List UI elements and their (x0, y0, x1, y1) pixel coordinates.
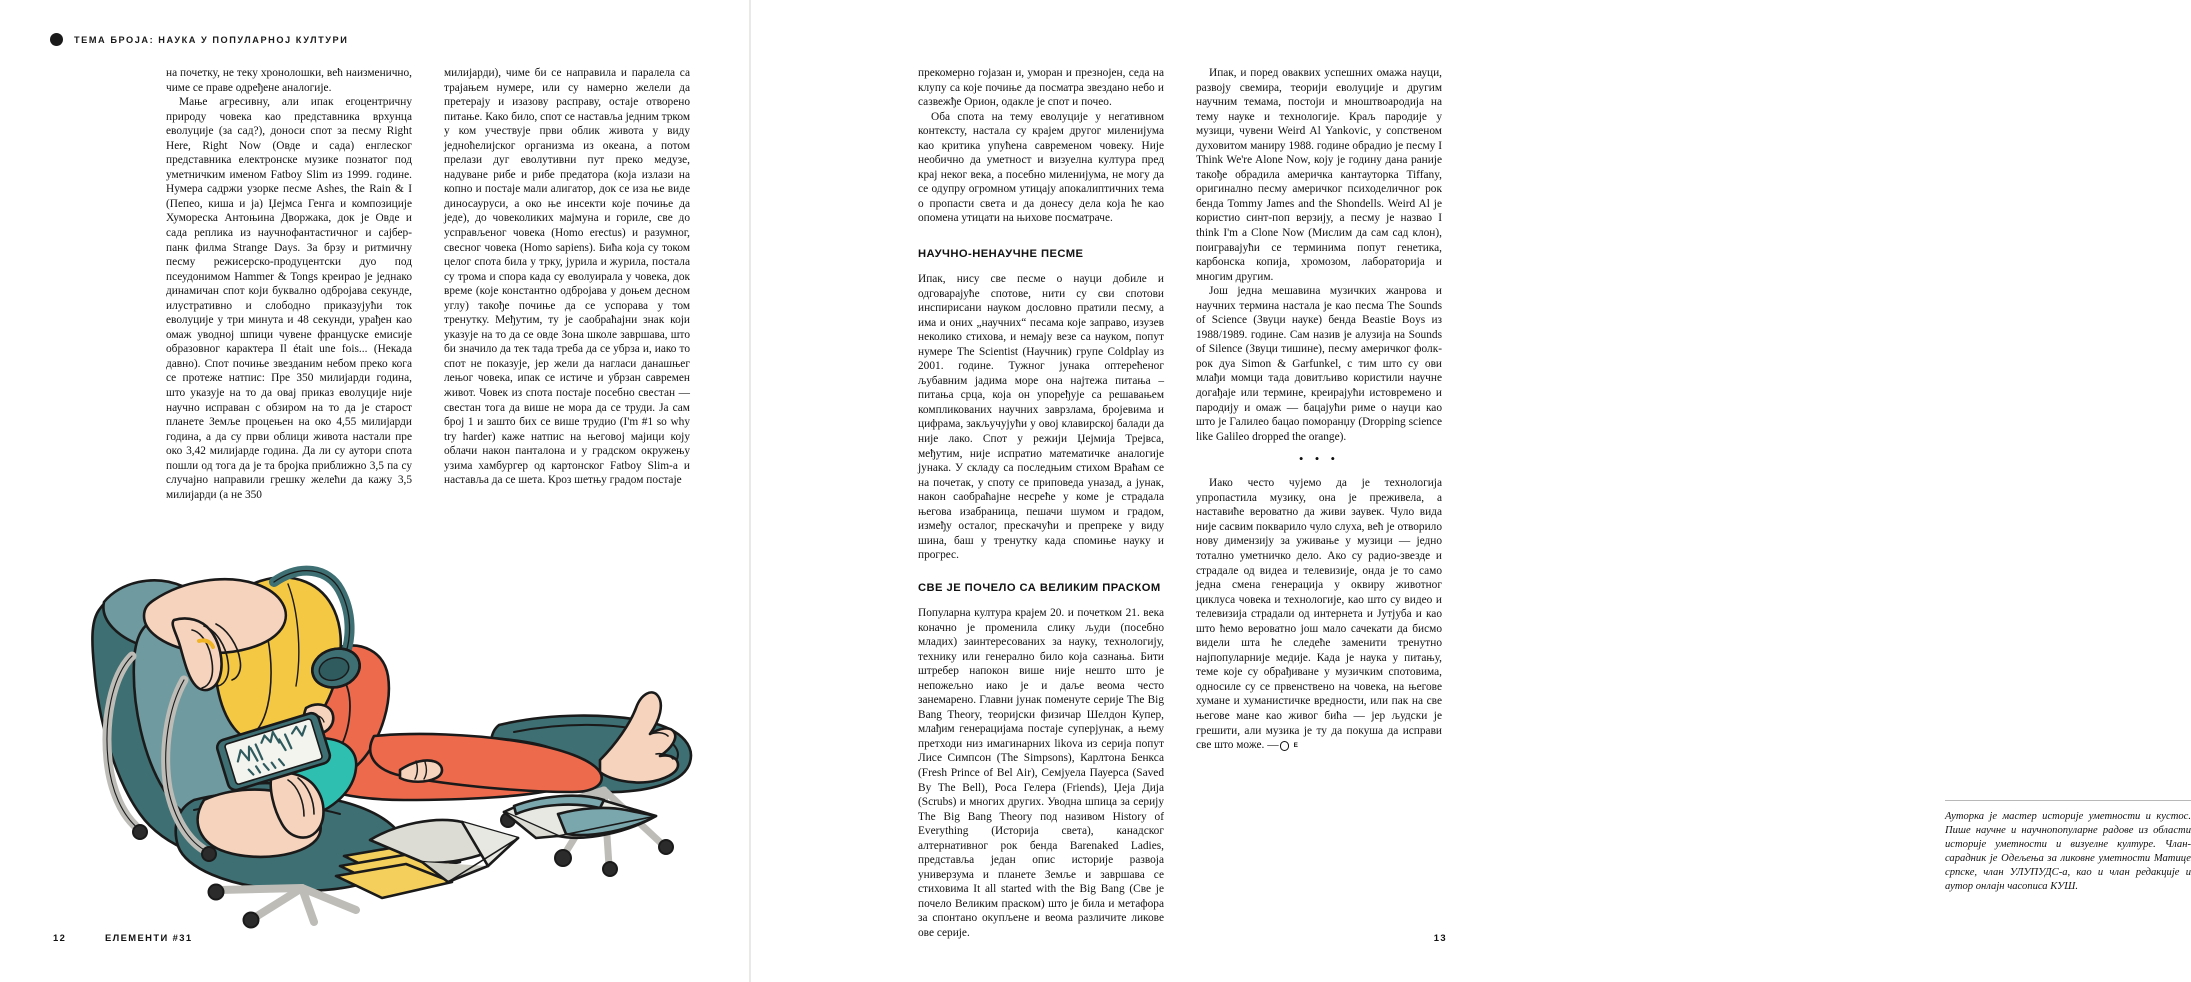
paragraph: Још једна мешавина музичких жанрова и научних термина настала је као песма The Sounds of Science (Звуци науке) бенда Beastie Boys из 1988/1989. године. Сам назив је алузија на Sounds of Silence (Звуци тишине), песму америчког фолк-рок дуа Simon & Garfunkel, с тим што су ови млађи момци тада довитљиво користили научне догађаје или термине, креирајући истовремено и пародију и омаж — бацајући риме о науци као што је Галилео бацао поморанџу (Dropping science like Galileo dropped the orange). (1196, 285, 1442, 443)
running-head (50, 33, 348, 46)
paragraph: Оба спота на тему еволуције у негативном контексту, настала су крајем другог миленијума као критика упућена савременом човеку. Није необично да уметност и визуелна култура пред крај неког века, а посебно миленијума, не могу да се одупру огромном утицају апокалиптичних тема о пропасти света и да донесу дела која ће као опомена утицати на њихове посматраче. (918, 110, 1164, 225)
author-bio-text: Ауторка је мастер историје уметности и кустос. Пише научне и научнопопуларне радове из области историје уметности и визуелне културе. Члан-сарадник је Одељења за ликовне уметности Матице српске, члан УЛУПУДС-а, као и члан редакције и аутор онлајн часописа КУШ. (1945, 811, 2191, 893)
left-column-2 (444, 66, 690, 502)
section-heading-naucno-nenaucne-pesme: НАУЧНО-НЕНАУЧНЕ ПЕСМЕ (918, 248, 1084, 261)
paragraph: Мање агресивну, али ипак егоцентричну природу човека као представника врхунца еволуције (за сад?), доноси спот за песму Right Here, Right Now (Овде и сада) енглеског представника електронске музике познатог под уметничким именом Fatboy Slim из 1999. године. Нумера садржи узорке песме Ashes, the Rain & I (Пепео, киша и ја) Џејмса Генга и композиције Хумореска Антоњина Дворжака, док је Овде и сада реплика из научнофантастичног и сајбер-панк филма Strange Days. За брзу и ритмичну песму режисерско-продуцентски дуо под псеудонимом Hammer & Tongs креирао је једнако динамичан спот који буквално одбројава секунде, илустративно и слободно приказујући ток еволуције у три минута и 48 секунди, урађен као омаж уводној шпици чувене француске емисије образовног карактера Il était une fois... (Некада давно). Спот почиње звезданим небом преко кога се протеже натпис: Пре 350 милијарди година, што указује на то да овај приказ еволуције није научно исправан с обзиром на то да је старост планете Земље процењен на око 4,55 милијарди година, а да су први облици живота настали пре око 3,42 милијарде година. Да ли су аутори спота пошли од тога да је та бројка приближно 3,5 па су случајно направили грешку желећи да кажу 3,5 милијарди (а не 350 (166, 96, 412, 501)
illustration-woman-in-lounge-chair (44, 470, 744, 920)
paragraph: милијарди), чиме би се направила и паралела са трајањем нумере, или су намерно желели да претерају и изазову расправу, остаје отворено питање. Како било, спот се наставља једним трком у ком учествује први облик живота у виду једноћелијског организма из океана, а потом прелази дуг еволутивни пут преко медузе, надуване рибе и рибе предатора (која излази на копно и постаје мали алигатор, док се иза ње виде диносауруси, а око ње инсекти које почиње да једе), до човеколиких мајмуна и гориле, све до усправљеног човека (Homo erectus) и разумног, свесног човека (Homo sapiens). Бића која су током целог спота била у трку, јурила и журила, постала су трома и спора када су еволуирала у човека, док време (које константно одбројава у доњем десном углу) такође почиње да се успорава у том тренутку. Међутим, ту је саобраћајни знак који указује на то да се овде Зона школе завршава, што би значило да тек тада треба да се убрза и, иако то спот не показује, јер жели да нагласи данашњег лењог човека, ипак се истиче и убрзан савремен живот. Човек из спота постаје посебно свестан — свестан тога да више не мора да се труди. Ја сам број 1 и зашто бих се више трудио (I'm #1 so why try harder) каже натпис на његовој мајици коју облачи након панталона и у градском окружењу узима хамбургер од картонског Fatboy Slim-а и наставља да се шета. Кроз шетњу градом постаје (444, 67, 690, 487)
folio-page-number-left: 12 (53, 932, 67, 943)
paragraph-text: Иако често чујемо да је технологија упропастила музику, она је преживела, а настaвиће вероватно да живи заувек. Чуло вида није сасвим покварило чуло слуха, већ је отворило нову димензију за уживање у музици — једно тотално уметничко дело. Ако су радио-звезде и страдале од видеа и телевизије, онда је то само једна смена генерација у оквиру животног циклуса човека и технологије, као што су видео и телевизија страдали од интернета и Јутјуба и као што ћемо вероватно још мало сачекати да бисмо видели шта ће следеће заменити тренутно најпопуларније медије. Када је наука у питању, теме које су обрађиване у музичким спотовима, односиле су се првенствено на човека, на његове хумане и хуманистичке вредности, или пак на све његове мане као живог бића — јер људски је грешити, али музика је ту да покуша да исправи све што може. (1196, 477, 1442, 752)
right-column-1 (918, 66, 1164, 941)
bullet-icon (50, 33, 63, 46)
page-left (0, 0, 749, 982)
section-divider-dinkus: • • • (1298, 451, 1340, 467)
folio-magazine-title: ЕЛЕМЕНТИ #31 (105, 932, 193, 943)
right-page-columns (918, 66, 1442, 941)
left-page-columns (166, 66, 690, 502)
paragraph: Популарна култура крајем 20. и почетком 21. века коначно је променила слику људи (посебно младих) заинтересованих за науку, технологију, технику или генерално било која сазнања. Бити штребер напокон више није нешто што је непожељно иако је и даље веома често занемарено. Главни јунак поменуте серије The Big Bang Theory, теоријски физичар Шелдон Купер, млађим генерацијама постаје суперјунак, а њему претходи низ имагинарних likova из серија попут Лисе Симпсон (The Simpsons), Карлтона Бенкса (Fresh Prince of Bel Air), Семјуела Пауерса (Saved By The Bell), Роса Гелера (Friends), Џеја Дија (Scrubs) и многих других. Уводна шпица за серију The Big Bang Theory под називом History of Everything (Историја света), канадског алтернативног рок бенда Barenaked Ladies, представља један опис историје развоја универзума и планете Земље и завршава се стиховима It all started with the Big Bang (Све је почело Великим праском) што је била и метафора за спонтано окупљене и веома различите ликове ове серије. (918, 606, 1164, 939)
paragraph-final: Иако често чујемо да је технологија упропастила музику, она је преживела, а настaвиће вероватно да живи заувек. Чуло вида није сасвим покварило чуло слуха, већ је отворило нову димензију за уживање у музици — једно тотално уметничко дело. Ако су радио-звезде и страдале од видеа и телевизије, онда је то само једна смена генерација у оквиру животног циклуса човека и технологије, као што су видео и телевизија страдали од интернета и Јутјуба и као што ћемо вероватно још мало сачекати да бисмо видели шта ће следеће заменити тренутно најпопуларније медије. Када је наука у питању, теме које су обрађиване у музичким спотовима, односиле су се првенствено на човека, на његове хумане и хуманистичке вредности, или пак на све његове мане као живог бића — јер људски је грешити, али музика је ту да покуша да исправи све што може. — Е (1196, 477, 1442, 752)
right-column-2 (1196, 66, 1442, 941)
paragraph: Ипак, и поред оваквих успешних омажа науци, развоју свемира, теорији еволуције и другим научним темама, постоји и мноштвоародија на тему науке и технологије. Краљ пародије у музици, чувени Weird Al Yankovic, у сопственом духовитом маниру 1988. године обрадио је песму I Think We're Alone Now, коју је годину дана раније такође обрадила америчка кантауторка Tiffany, оригинално песму америчког психоделичног рок бенда Tommy James and the Shondells. Weird Al је користио синт-поп верзију, а песму је назвао I think I'm a Clone Now (Мислим да сам сад клон), поигравајући се терминима попут генетика, карбонска копија, хромозом, лабораторија и многим другим. (1196, 67, 1442, 283)
author-bio (1945, 800, 2191, 895)
running-head-text: ТЕМА БРОЈА: НАУКА У ПОПУЛАРНОЈ КУЛТУРИ (74, 34, 349, 45)
section-heading-sve-je-pocelo: СВЕ ЈЕ ПОЧЕЛО СА ВЕЛИКИМ ПРАСКОМ (918, 581, 1161, 594)
folio-page-number-right: 13 (1433, 932, 1447, 943)
paragraph: на почетку, не теку хронолошки, већ наизменично, чиме се праве одређене аналогије. (166, 67, 412, 94)
paragraph: прекомерно гојазан и, уморан и презнојен, седа на клупу са које почиње да посматра звездано небо и сазвежђе Орион, одакле је спот и почео. (918, 67, 1164, 109)
paragraph: Ипак, нису све песме о науци добиле и одговарајуће спотове, нити су сви спотови инспирисани науком дословно пратили песму, а има и оних „научних“ песама које заправо, изузев неколико стихова, и немају везе са науком, попут нумере The Scientist (Научник) групе Coldplay из 2001. године. Тужног јунака оптерећеног љубавним јадима море она најтежа питања – питања срца, која он упоређује са решавањем компликованих научних заврзлама, бројевима и цифрама, закључујући у овој клавирској балади да није лако. Спот у режији Џејмија Трејвса, међутим, није испратио математичке аналогије јунака. У складу са последњим стихом Враћам се на почетак, у споту се приповеда уназад, а јунак, након саобраћајне несреће у коме је страдала његова изабраница, пешачи шумом и градом, између осталог, прескачући и препреке у виду шина, баш у тренутку када спомиње науку и прогрес. (918, 273, 1164, 562)
end-mark-icon: Е (1280, 741, 1290, 751)
left-column-1 (166, 66, 412, 502)
page-right (751, 0, 2191, 982)
